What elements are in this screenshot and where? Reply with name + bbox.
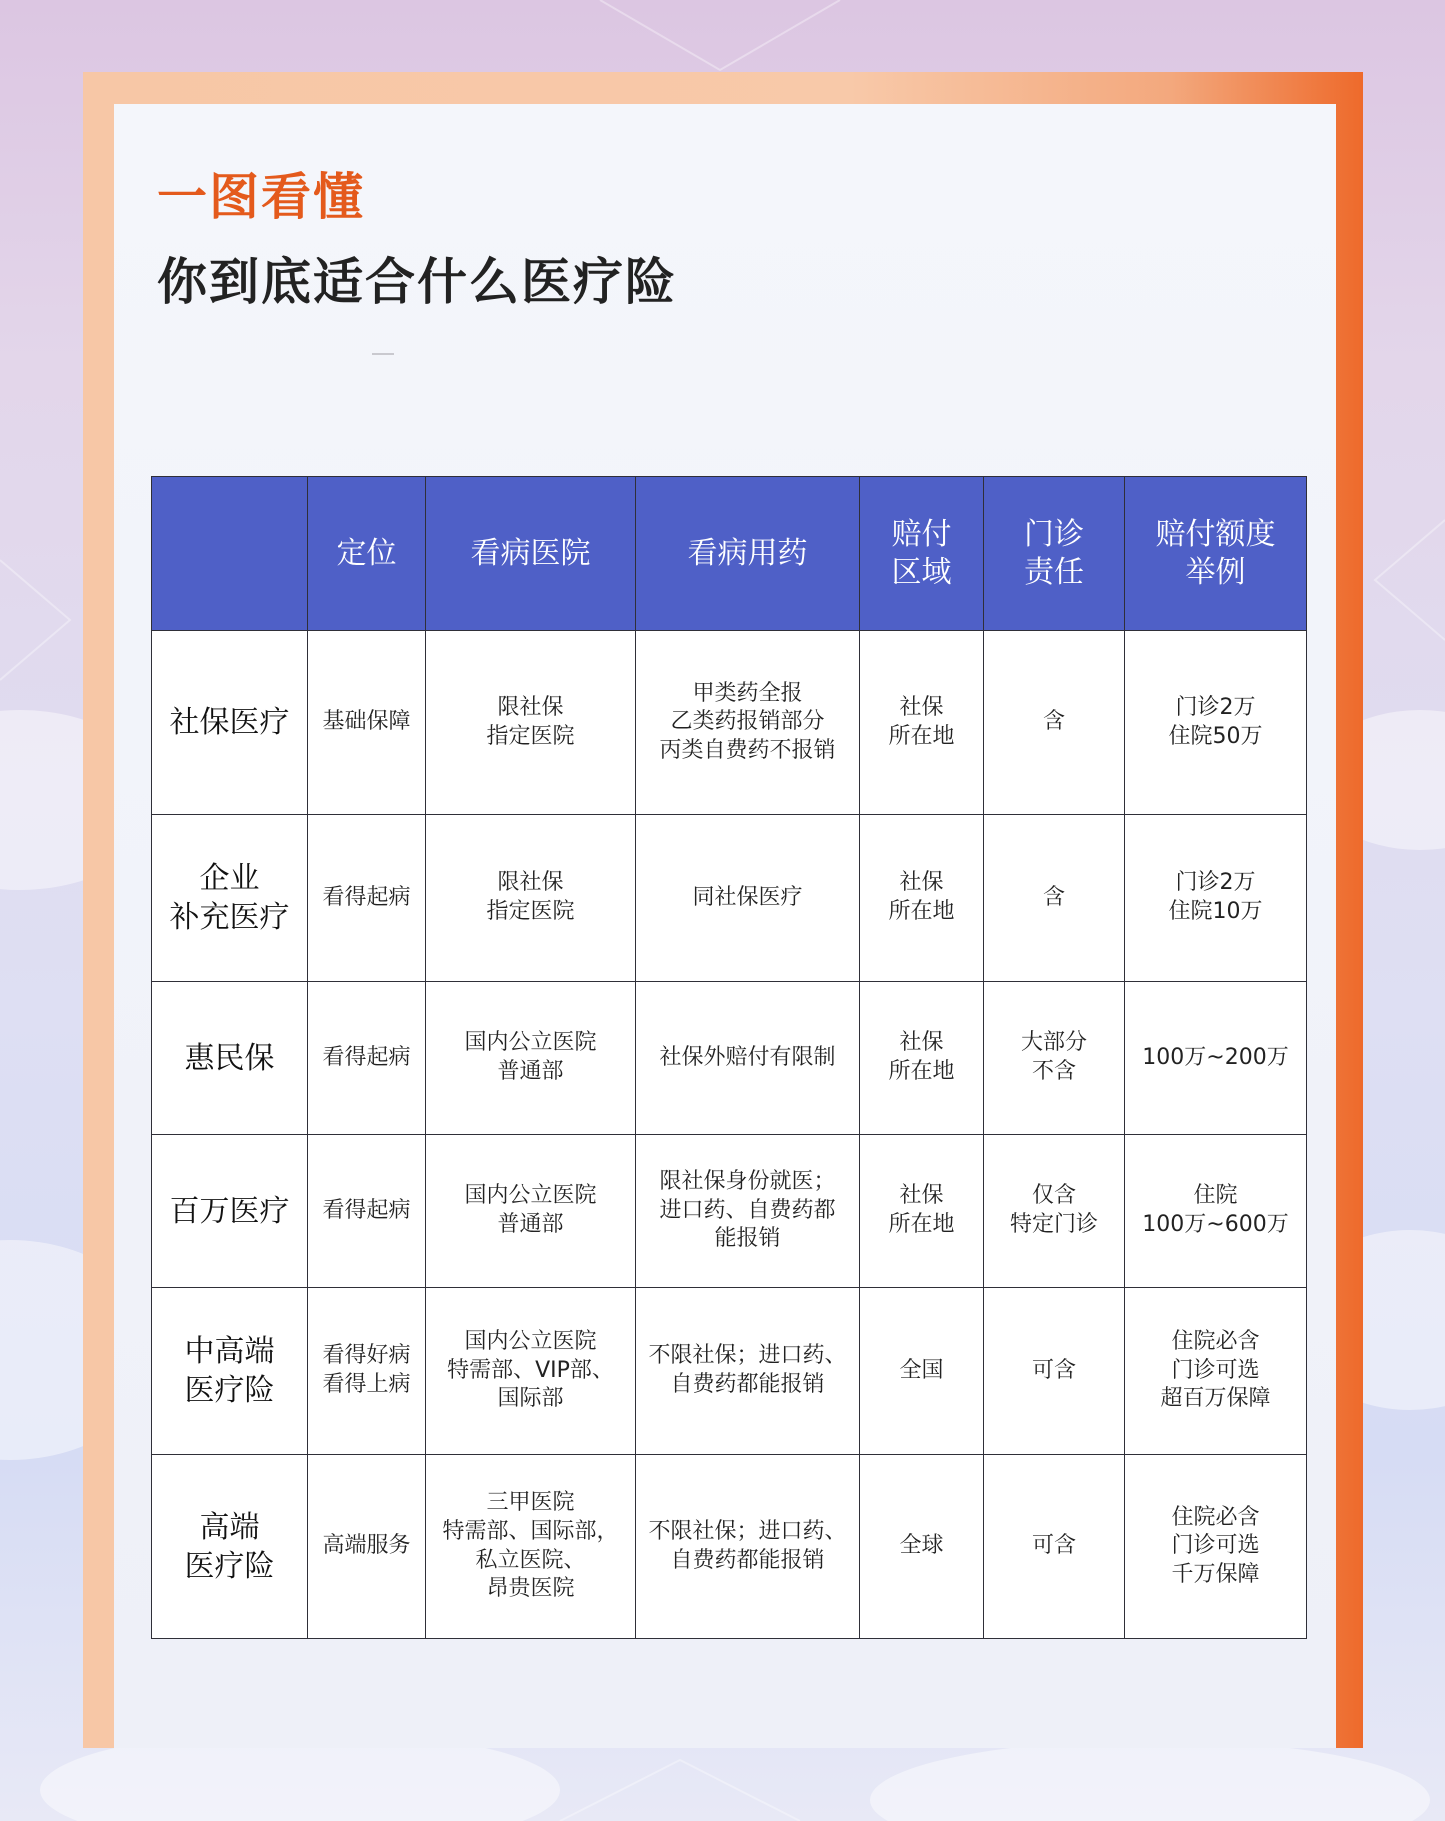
amount-cell: 门诊2万 住院50万: [1125, 631, 1307, 815]
hospital-cell: 国内公立医院 普通部: [426, 982, 636, 1135]
header-cell-hospital: 看病医院: [426, 477, 636, 631]
hospital-cell: 限社保 指定医院: [426, 815, 636, 982]
amount-cell: 住院 100万~600万: [1125, 1135, 1307, 1288]
drugs-cell: 甲类药全报 乙类药报销部分 丙类自费药不报销: [636, 631, 860, 815]
hospital-cell: 三甲医院 特需部、国际部， 私立医院、 昂贵医院: [426, 1455, 636, 1639]
table-row: [152, 631, 1307, 815]
region-cell: 全国: [860, 1288, 984, 1455]
drugs-cell: 不限社保；进口药、 自费药都能报销: [636, 1455, 860, 1639]
outpatient-cell: 大部分 不含: [984, 982, 1125, 1135]
header-cell-amount: 赔付额度 举例: [1125, 477, 1307, 631]
region-cell: 社保 所在地: [860, 631, 984, 815]
row-name-cell: 企业 补充医疗: [152, 815, 308, 982]
table-body: [152, 631, 1307, 1639]
region-cell: 全球: [860, 1455, 984, 1639]
outpatient-cell: 含: [984, 815, 1125, 982]
amount-cell: 住院必含 门诊可选 超百万保障: [1125, 1288, 1307, 1455]
table-header: [152, 477, 1307, 631]
divider-dash: [372, 353, 394, 355]
table-row: [152, 1455, 1307, 1639]
region-cell: 社保 所在地: [860, 1135, 984, 1288]
page-title: 一图看懂: [157, 168, 365, 226]
hospital-cell: 国内公立医院 普通部: [426, 1135, 636, 1288]
header-cell-position: 定位: [308, 477, 426, 631]
drugs-cell: 不限社保；进口药、 自费药都能报销: [636, 1288, 860, 1455]
outpatient-cell: 含: [984, 631, 1125, 815]
amount-cell: 门诊2万 住院10万: [1125, 815, 1307, 982]
hospital-cell: 限社保 指定医院: [426, 631, 636, 815]
amount-cell: 100万~200万: [1125, 982, 1307, 1135]
drugs-cell: 社保外赔付有限制: [636, 982, 860, 1135]
table-row: [152, 815, 1307, 982]
hospital-cell: 国内公立医院 特需部、VIP部、 国际部: [426, 1288, 636, 1455]
table-row: [152, 1135, 1307, 1288]
outpatient-cell: 仅含 特定门诊: [984, 1135, 1125, 1288]
row-name-cell: 百万医疗: [152, 1135, 308, 1288]
table-row: [152, 982, 1307, 1135]
position-cell: 看得起病: [308, 815, 426, 982]
amount-cell: 住院必含 门诊可选 千万保障: [1125, 1455, 1307, 1639]
region-cell: 社保 所在地: [860, 982, 984, 1135]
region-cell: 社保 所在地: [860, 815, 984, 982]
position-cell: 看得好病 看得上病: [308, 1288, 426, 1455]
header-cell-drugs: 看病用药: [636, 477, 860, 631]
position-cell: 看得起病: [308, 1135, 426, 1288]
row-name-cell: 高端 医疗险: [152, 1455, 308, 1639]
table-row: [152, 1288, 1307, 1455]
position-cell: 高端服务: [308, 1455, 426, 1639]
header-cell-region: 赔付 区域: [860, 477, 984, 631]
header-cell-outpatient: 门诊 责任: [984, 477, 1125, 631]
row-name-cell: 惠民保: [152, 982, 308, 1135]
header-cell-blank: [152, 477, 308, 631]
row-name-cell: 中高端 医疗险: [152, 1288, 308, 1455]
drugs-cell: 限社保身份就医； 进口药、自费药都 能报销: [636, 1135, 860, 1288]
insurance-comparison-table: [151, 476, 1307, 1639]
header-row: [152, 477, 1307, 631]
outpatient-cell: 可含: [984, 1455, 1125, 1639]
page-subtitle: 你到底适合什么医疗险: [157, 253, 677, 311]
outpatient-cell: 可含: [984, 1288, 1125, 1455]
position-cell: 看得起病: [308, 982, 426, 1135]
position-cell: 基础保障: [308, 631, 426, 815]
drugs-cell: 同社保医疗: [636, 815, 860, 982]
row-name-cell: 社保医疗: [152, 631, 308, 815]
